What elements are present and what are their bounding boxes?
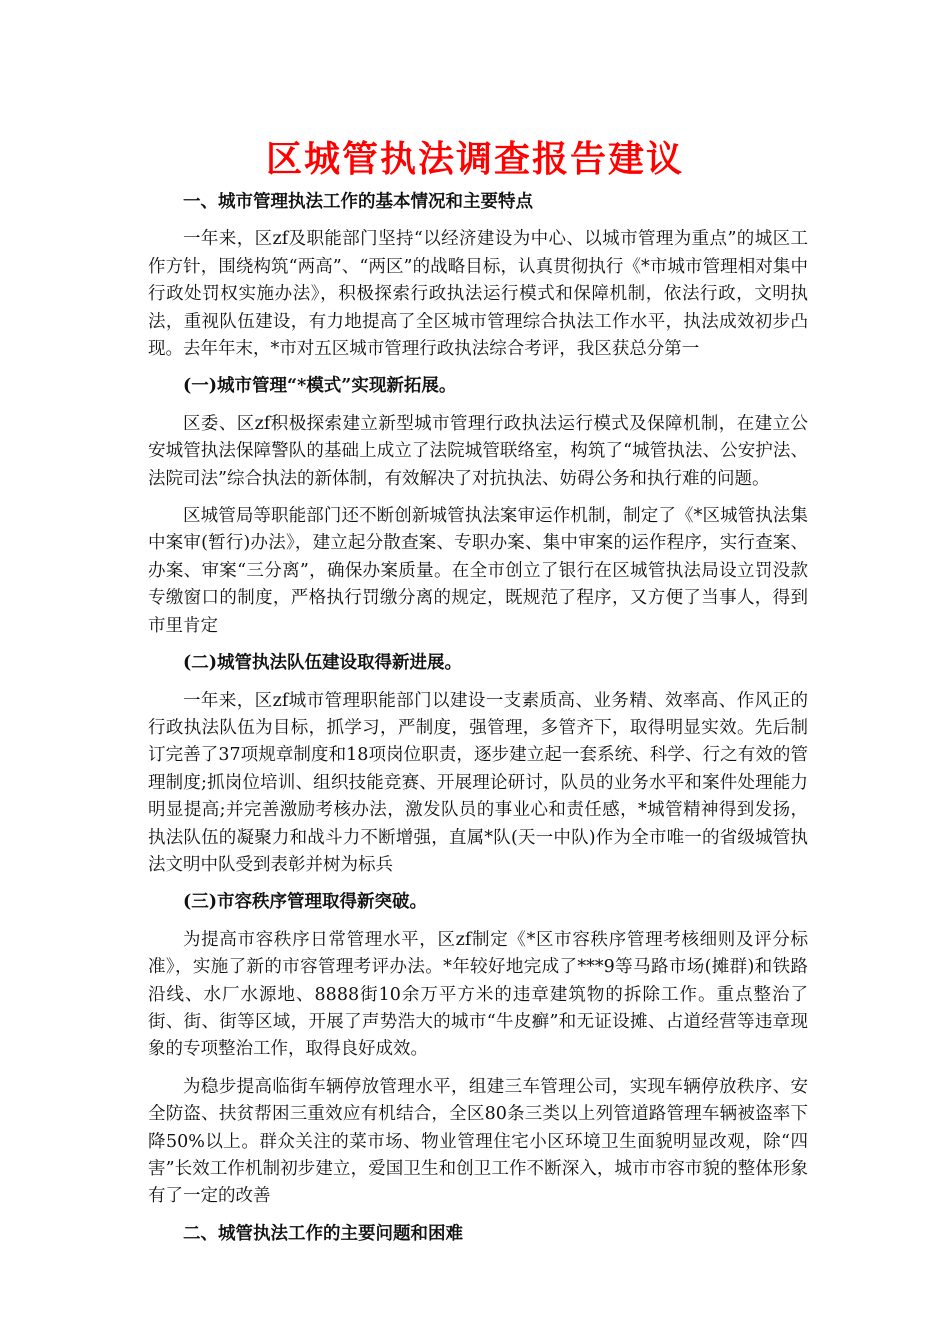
section-heading-1: 一、城市管理执法工作的基本情况和主要特点 [183,192,533,212]
paragraph-5: 为提高市容秩序日常管理水平，区zf制定《*区市容秩序管理考核细则及评分标准》，实施了新的市容管理考评办法。*年较好地完成了***9等马路市场(摊群)和铁路沿线、水厂水源地、8888街10余万平方米的违章建筑物的拆除工作。重点整治了街、街、街等区域，开展了声势浩大的城市“牛皮癣”和无证设摊、占道经营等违章现象的专项整治工作，取得良好成效。 [148,929,808,1060]
subsection-heading-2: (二)城管执法队伍建设取得新进展。 [183,653,463,674]
document-body [148,189,808,1258]
paragraph-4: 一年来，区zf城市管理职能部门以建设一支素质高、业务精、效率高、作风正的行政执法队伍为目标，抓学习，严制度，强管理，多管齐下，取得明显实效。先后制订完善了37项规章制度和18项岗位职责，逐步建立起一套系统、科学、行之有效的管理制度;抓岗位培训、组织技能竞赛、开展理论研讨，队员的业务水平和案件处理能力明显提高;并完善激励考核办法，激发队员的事业心和责任感，*城管精神得到发扬，执法队伍的凝聚力和战斗力不断增强，直属*队(天一中队)作为全市唯一的省级城管执法文明中队受到表彰并树为标兵 [148,690,808,875]
paragraph-1: 一年来，区zf及职能部门坚持“以经济建设为中心、以城市管理为重点”的城区工作方针，围绕构筑“两高”、“两区”的战略目标，认真贯彻执行《*市城市管理相对集中行政处罚权实施办法》，积极探索行政执法运行模式和保障机制，依法行政，文明执法，重视队伍建设，有力地提高了全区城市管理综合执法工作水平，执法成效初步凸现。去年年末，*市对五区城市管理行政执法综合考评，我区获总分第一 [148,229,808,360]
paragraph-3: 区城管局等职能部门还不断创新城管执法案审运作机制，制定了《*区城管执法集中案审(暂行)办法》，建立起分散查案、专职办案、集中审案的运作程序，实行查案、办案、审案“三分离”，确保办案质量。在全市创立了银行在区城管执法局设立罚没款专缴窗口的制度，严格执行罚缴分离的规定，既规范了程序，又方便了当事人，得到市里肯定 [148,506,808,636]
subsection-heading-1: (一)城市管理“*模式”实现新拓展。 [183,376,457,397]
document-title: 区城管执法调查报告建议 [265,138,684,180]
paragraph-2: 区委、区zf积极探索建立新型城市管理行政执法运行模式及保障机制，在建立公安城管执法保障警队的基础上成立了法院城管联络室，构筑了“城管执法、公安护法、法院司法”综合执法的新体制，有效解决了对抗执法、妨碍公务和执行难的问题。 [148,413,808,489]
subsection-heading-3: (三)市容秩序管理取得新突破。 [183,892,428,913]
paragraph-6: 为稳步提高临街车辆停放管理水平，组建三车管理公司，实现车辆停放秩序、安全防盗、扶贫帮困三重效应有机结合，全区80条三类以上列管道路管理车辆被盗率下降50%以上。群众关注的菜市场、物业管理住宅小区环境卫生面貌明显改观，除“四害”长效工作机制初步建立，爱国卫生和创卫工作不断深入，城市市容市貌的整体形象有了一定的改善 [148,1076,808,1207]
section-heading-2: 二、城管执法工作的主要问题和困难 [183,1223,463,1244]
